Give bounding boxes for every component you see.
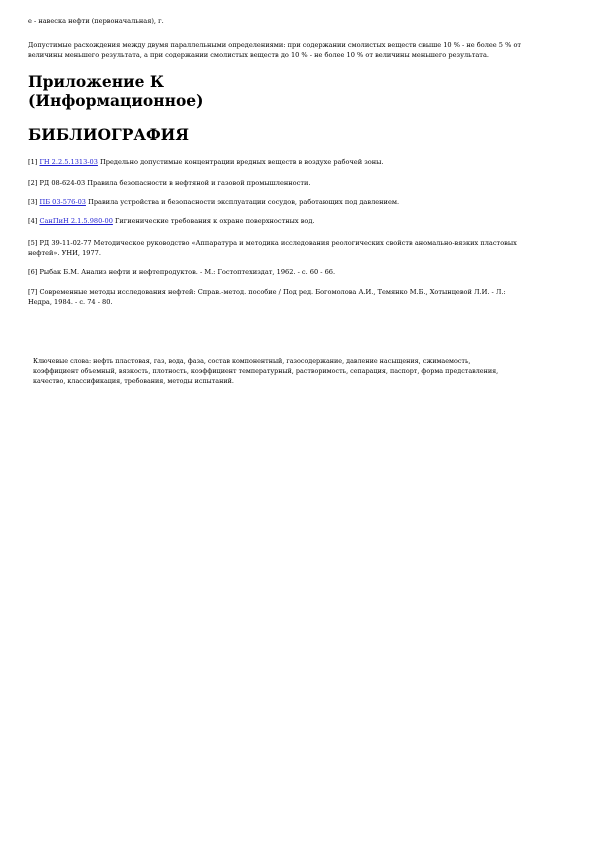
bibliography-link[interactable]: ГН 2.2.5.1313-03 [39, 158, 98, 166]
bibliography-item-4 [28, 216, 315, 226]
appendix-subtitle: (Информационное) [28, 91, 204, 110]
bibliography-item-7-continuation: Недра, 1984. - с. 74 - 80. [28, 298, 113, 306]
bibliography-link[interactable]: ПБ 03-576-03 [39, 198, 86, 206]
bibliography-item-3 [28, 197, 399, 207]
bibliography-item-number: [4] [28, 217, 38, 225]
bibliography-item-number: [7] [28, 288, 38, 296]
bibliography-link[interactable]: СанПиН 2.1.5.980-00 [39, 217, 113, 225]
bibliography-item-5 [28, 238, 517, 248]
tolerance-text-line-2: величины меньшего результата, а при содержании смолистых веществ до 10 % - не более 10 % от величины меньшего результата. [28, 51, 489, 59]
keywords-line-2: коэффициент объемный, вязкость, плотность, коэффициент температурный, растворимость, сепарация, паспорт, форма представления, [33, 367, 499, 375]
appendix-title: Приложение К [28, 72, 164, 91]
bibliography-item-text: РД 39-11-02-77 Методическое руководство «Аппаратура и методика исследования реологических свойств аномально-вязких пластовых [39, 239, 517, 247]
bibliography-item-number: [5] [28, 239, 38, 247]
bibliography-item-text: РД 08-624-03 Правила безопасности в нефтяной и газовой промышленности. [39, 179, 311, 187]
bibliography-heading: БИБЛИОГРАФИЯ [28, 125, 189, 144]
bibliography-item-text: Правила устройства и безопасности эксплуатации сосудов, работающих под давлением. [85, 198, 400, 206]
keywords-block [33, 356, 568, 386]
bibliography-item-text: Рыбак Б.М. Анализ нефти и нефтепродуктов. - М.: Гостоптехиздат, 1962. - с. 60 - 66. [39, 268, 336, 276]
formula-legend: e - навеска нефти (первоначальная), г. [28, 17, 164, 25]
bibliography-item-text: Современные методы исследования нефтей: Справ.-метод. пособие / Под ред. Богомолова А.И., Темянко М.Б., Хотынцевой Л.И. - Л.: [39, 288, 506, 296]
bibliography-item-text: Предельно допустимые концентрации вредных веществ в воздухе рабочей зоны. [97, 158, 384, 166]
bibliography-item-number: [2] [28, 179, 38, 187]
tolerance-text-line-1: Допустимые расхождения между двумя параллельными определениями: при содержании смолистых веществ свыше 10 % - не более 5 % от [28, 41, 522, 49]
bibliography-item-2 [28, 178, 310, 188]
keywords-line-3: качество, классификация, требования, методы испытаний. [33, 377, 234, 385]
bibliography-item-number: [6] [28, 268, 38, 276]
bibliography-item-6 [28, 267, 335, 277]
bibliography-item-number: [1] [28, 158, 38, 166]
keywords-line-1: Ключевые слова: нефть пластовая, газ, вода, фаза, состав компонентный, газосодержание, давление насыщения, сжимаемость, [33, 357, 471, 365]
bibliography-item-number: [3] [28, 198, 38, 206]
bibliography-item-1 [28, 157, 384, 167]
bibliography-item-7 [28, 287, 506, 297]
bibliography-item-text: Гигиенические требования к охране поверхностных вод. [112, 217, 315, 225]
bibliography-item-5-continuation: нефтей». УНИ, 1977. [28, 249, 101, 257]
